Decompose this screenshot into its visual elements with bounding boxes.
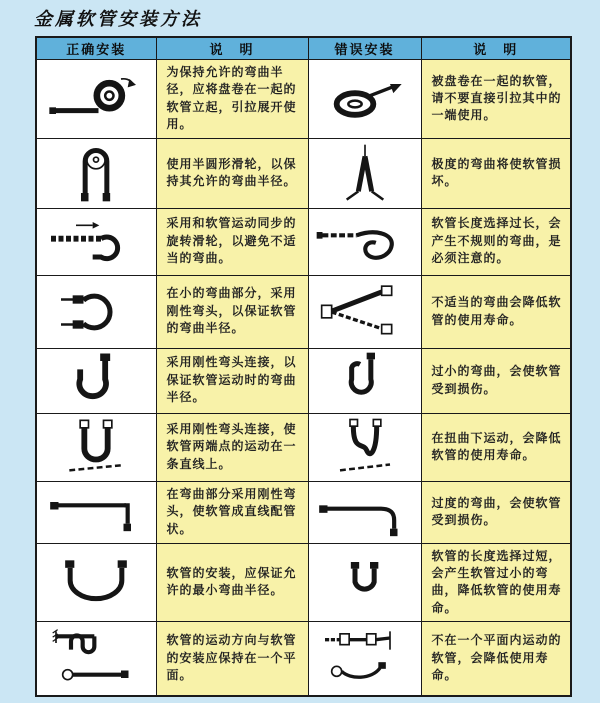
straight-run-with-rigid-elbow-icon bbox=[43, 482, 149, 542]
table-row bbox=[36, 543, 571, 622]
single-plane-motion-trap-icon bbox=[43, 628, 149, 688]
table-row bbox=[36, 275, 571, 348]
wrong-illustration-cell bbox=[308, 481, 421, 543]
correct-illustration-cell bbox=[36, 208, 156, 275]
wrong-description: 不适当的弯曲会降低软管的使用寿命。 bbox=[421, 275, 571, 348]
wrong-description: 软管的长度选择过短，会产生软管过小的弯曲，降低软管的使用寿命。 bbox=[421, 543, 571, 622]
table-row bbox=[36, 60, 571, 139]
standing-coil-hose-icon bbox=[43, 69, 149, 129]
correct-illustration-cell bbox=[36, 413, 156, 481]
wrong-illustration-cell bbox=[308, 138, 421, 208]
improper-sharp-y-bend-icon bbox=[312, 282, 418, 342]
correct-illustration-cell bbox=[36, 543, 156, 622]
too-short-narrow-u-icon bbox=[312, 552, 418, 612]
wrong-illustration-cell bbox=[308, 275, 421, 348]
wrong-description: 软管长度选择过长，会产生不规则的弯曲，是必须注意的。 bbox=[421, 208, 571, 275]
correct-illustration-cell bbox=[36, 138, 156, 208]
correct-description: 在小的弯曲部分，采用刚性弯头，以保证软管的弯曲半径。 bbox=[156, 275, 308, 348]
page-title: 金属软管安装方法 bbox=[34, 9, 202, 29]
table-row bbox=[36, 208, 571, 275]
out-of-plane-motion-icon bbox=[312, 628, 418, 688]
correct-illustration-cell bbox=[36, 481, 156, 543]
extreme-bend-hanging-hose-icon bbox=[312, 143, 418, 203]
hose-over-semicircular-pulley-icon bbox=[43, 143, 149, 203]
correct-illustration-cell bbox=[36, 348, 156, 413]
wrong-description: 被盘卷在一起的软管，请不要直接引拉其中的一端使用。 bbox=[421, 60, 571, 139]
u-shape-inline-motion-icon bbox=[43, 417, 149, 477]
correct-description: 使用半圆形滑轮，以保持其允许的弯曲半径。 bbox=[156, 138, 308, 208]
synchronized-rotating-pulley-icon bbox=[43, 212, 149, 272]
table-row bbox=[36, 413, 571, 481]
wrong-illustration-cell bbox=[308, 543, 421, 622]
wrong-description: 过度的弯曲，会使软管受到损伤。 bbox=[421, 481, 571, 543]
correct-description: 采用刚性弯头连接，以保证软管运动时的弯曲半径。 bbox=[156, 348, 308, 413]
correct-illustration-cell bbox=[36, 60, 156, 139]
table-row bbox=[36, 481, 571, 543]
installation-table bbox=[35, 36, 572, 697]
header-description-right: 说 明 bbox=[421, 37, 571, 60]
correct-description: 在弯曲部分采用刚性弯头，使软管成直线配管状。 bbox=[156, 481, 308, 543]
minimum-bend-radius-wide-u-icon bbox=[43, 552, 149, 612]
wrong-description: 在扭曲下运动，会降低软管的使用寿命。 bbox=[421, 413, 571, 481]
table-header-row bbox=[36, 37, 571, 60]
wrong-illustration-cell bbox=[308, 60, 421, 139]
rigid-elbow-small-bend-loop-icon bbox=[43, 282, 149, 342]
header-description-left: 说 明 bbox=[156, 37, 308, 60]
correct-description: 软管的运动方向与软管的安装应保持在一个平面。 bbox=[156, 622, 308, 696]
flat-coil-pulled-end-icon bbox=[312, 69, 418, 129]
header-correct-install: 正确安装 bbox=[36, 37, 156, 60]
twisted-u-motion-icon bbox=[312, 417, 418, 477]
table-row bbox=[36, 138, 571, 208]
correct-description: 为保持允许的弯曲半径，应将盘卷在一起的软管立起，引拉展开使用。 bbox=[156, 60, 308, 139]
correct-illustration-cell bbox=[36, 275, 156, 348]
over-bent-elbow-run-icon bbox=[312, 482, 418, 542]
wrong-illustration-cell bbox=[308, 348, 421, 413]
too-small-bend-hook-icon bbox=[312, 351, 418, 411]
rigid-elbow-hook-connection-icon bbox=[43, 351, 149, 411]
wrong-description: 过小的弯曲，会使软管受到损伤。 bbox=[421, 348, 571, 413]
wrong-description: 极度的弯曲将使软管损坏。 bbox=[421, 138, 571, 208]
correct-illustration-cell bbox=[36, 622, 156, 696]
header-wrong-install: 错误安装 bbox=[308, 37, 421, 60]
correct-description: 软管的安装，应保证允许的最小弯曲半径。 bbox=[156, 543, 308, 622]
wrong-illustration-cell bbox=[308, 208, 421, 275]
table-row bbox=[36, 622, 571, 696]
wrong-description: 不在一个平面内运动的软管，会降低使用寿命。 bbox=[421, 622, 571, 696]
correct-description: 采用刚性弯头连接，使软管两端点的运动在一条直线上。 bbox=[156, 413, 308, 481]
overlong-hose-irregular-loop-icon bbox=[312, 212, 418, 272]
wrong-illustration-cell bbox=[308, 622, 421, 696]
wrong-illustration-cell bbox=[308, 413, 421, 481]
table-row bbox=[36, 348, 571, 413]
correct-description: 采用和软管运动同步的旋转滑轮，以避免不适当的弯曲。 bbox=[156, 208, 308, 275]
